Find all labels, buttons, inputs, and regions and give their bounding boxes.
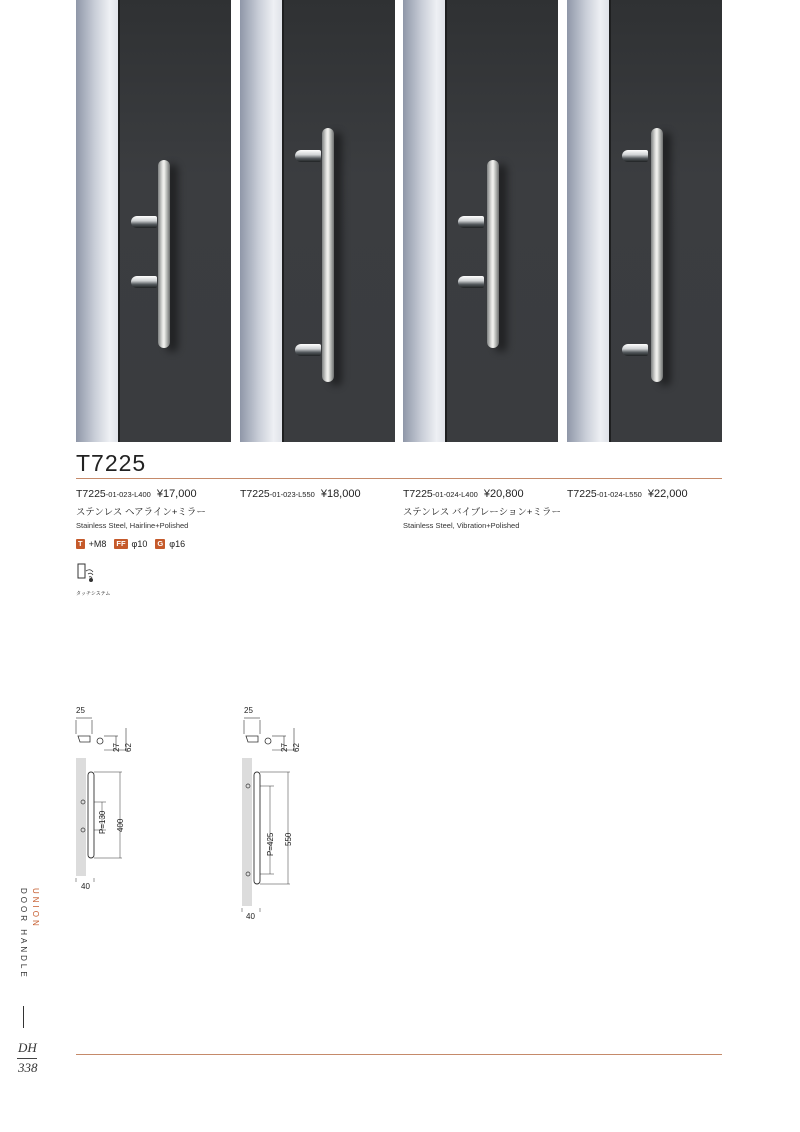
title-rule [76, 478, 722, 479]
dim-top-width: 25 [244, 706, 253, 715]
dim-base-width: 40 [81, 882, 90, 891]
spec-badges [76, 539, 189, 549]
dim-length: 550 [284, 832, 293, 846]
product-photo-l550-hairline [240, 0, 395, 442]
product-entry [567, 488, 688, 500]
touch-system-label: タッチシステム [76, 591, 111, 597]
product-code: T7225-01-023-L400 ¥17,000 [76, 488, 197, 500]
footer-rule [76, 1054, 722, 1055]
finish-jp: ステンレス バイブレーション+ミラー [403, 507, 561, 518]
product-code: T7225-01-024-L400 ¥20,800 [403, 488, 524, 500]
product-entry [76, 488, 206, 530]
t-spec: +M8 [88, 539, 107, 549]
handle-post [295, 150, 321, 162]
ff-badge-icon: FF [116, 539, 126, 548]
product-photo-l400-hairline [76, 0, 231, 442]
g-spec: φ16 [169, 539, 186, 549]
side-divider [23, 1006, 24, 1028]
handle-bar [487, 160, 499, 348]
drawing-l400 [70, 706, 160, 896]
dim-depth: 62 [292, 743, 301, 752]
handle-bar [651, 128, 663, 382]
product-photo-l550-vibration [567, 0, 722, 442]
handle-post [295, 344, 321, 356]
dim-offset: 27 [280, 743, 289, 752]
category-label: DOOR HANDLE [19, 888, 28, 980]
handle-post [131, 216, 157, 228]
g-badge-icon: G [157, 539, 164, 548]
product-code: T7225-01-023-L550 ¥18,000 [240, 488, 361, 500]
model-title: T7225 [76, 450, 147, 476]
ff-spec: φ10 [131, 539, 148, 549]
dim-offset: 27 [112, 743, 121, 752]
section-label: DH [18, 1040, 37, 1055]
finish-en: Stainless Steel, Hairline+Polished [76, 521, 189, 530]
dim-top-width: 25 [76, 706, 85, 715]
dim-pitch: P=425 [266, 832, 275, 856]
side-labels [14, 884, 44, 1044]
touch-system-icon [76, 562, 98, 584]
footer-divider [17, 1058, 37, 1059]
dim-base-width: 40 [246, 912, 255, 921]
handle-bar [322, 128, 334, 382]
finish-en: Stainless Steel, Vibration+Polished [403, 521, 520, 530]
handle-bar [158, 160, 170, 348]
dim-pitch: P=130 [98, 810, 107, 834]
handle-post [458, 216, 484, 228]
dim-depth: 62 [124, 743, 133, 752]
t-badge-icon: T [78, 539, 83, 548]
dim-length: 400 [116, 818, 125, 832]
finish-jp: ステンレス ヘアライン+ミラー [76, 507, 206, 518]
handle-post [458, 276, 484, 288]
product-entry [240, 488, 361, 500]
drawing-l550 [238, 706, 328, 926]
handle-post [622, 150, 648, 162]
touch-system [76, 562, 111, 597]
handle-post [131, 276, 157, 288]
page-number: 338 [18, 1060, 38, 1075]
handle-post [622, 344, 648, 356]
product-photo-l400-vibration [403, 0, 558, 442]
brand-label: UNION [31, 888, 40, 929]
product-entry [403, 488, 561, 530]
product-code: T7225-01-024-L550 ¥22,000 [567, 488, 688, 500]
